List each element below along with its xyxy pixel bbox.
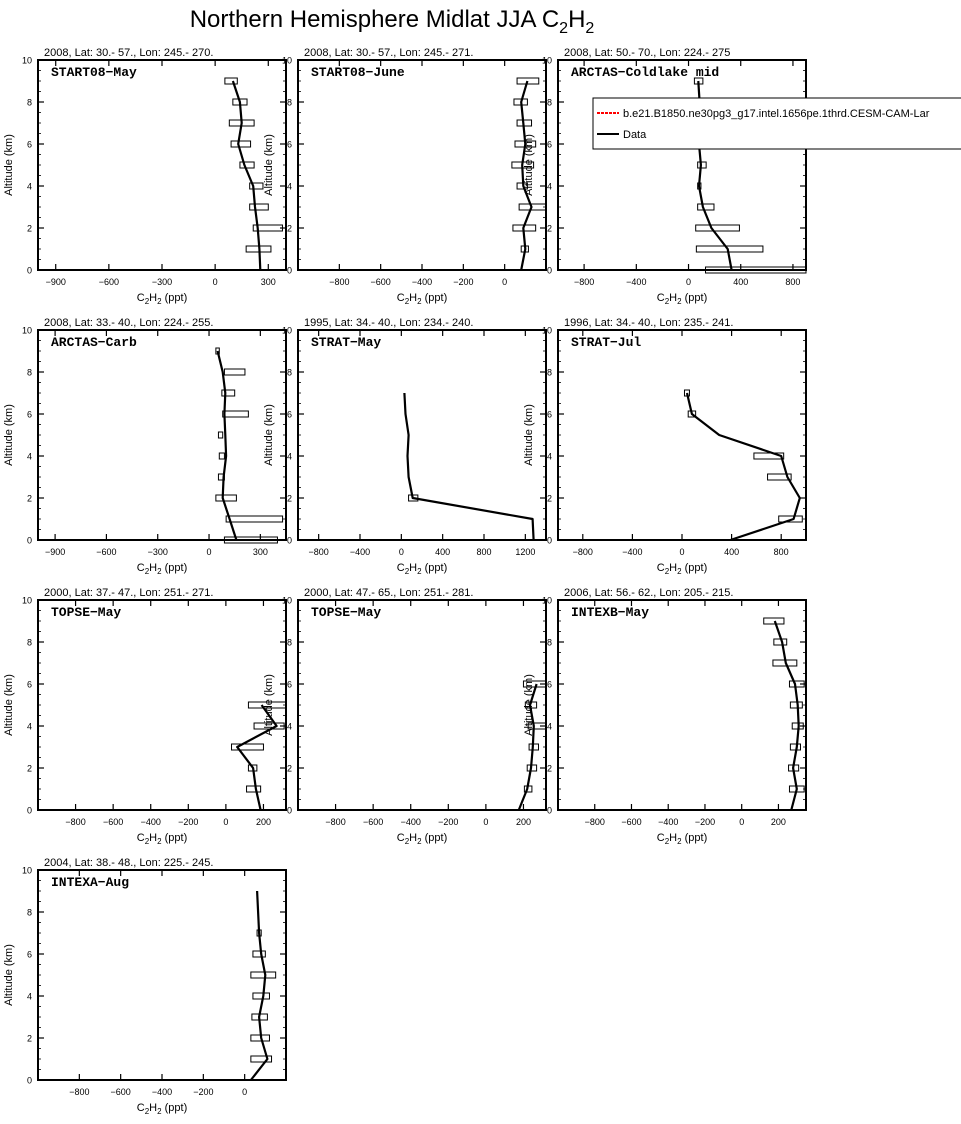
y-tick-label: 10: [21, 865, 32, 876]
data-series-line: [251, 891, 268, 1080]
x-tick-label: 800: [773, 547, 789, 557]
y-tick-label: 2: [26, 763, 32, 774]
x-tick-label: −800: [572, 547, 593, 557]
y-tick-label: 0: [26, 1075, 32, 1086]
panel-1: [3, 47, 286, 306]
x-tick-label: 200: [255, 817, 271, 827]
panel-9: [523, 587, 806, 846]
x-tick-label: −400: [626, 277, 647, 287]
x-axis-label: $C_2H_2$ (ppt): [656, 292, 708, 306]
panel-info: 1995, Lat: 34.- 40., Lon: 234.- 240.: [304, 317, 474, 329]
panel-info: 2004, Lat: 38.- 48., Lon: 225.- 245.: [44, 857, 214, 869]
y-tick-label: 10: [281, 55, 292, 66]
error-box: [240, 162, 254, 168]
legend-model-label: b.e21.B1850.ne30pg3_g17.intel.1656pe.1thrd.CESM-CAM-Lar: [623, 108, 930, 120]
error-box: [216, 495, 237, 501]
x-axis-label: $C_2H_2$ (ppt): [136, 1102, 188, 1116]
x-tick-label: 400: [733, 277, 749, 287]
y-tick-label: 2: [286, 763, 292, 774]
x-tick-label: −300: [147, 547, 168, 557]
x-tick-label: −800: [325, 817, 346, 827]
figure-title: Northern Hemisphere Midlat JJA $C_2H_2$: [189, 6, 595, 37]
y-axis-label: Altitude (km): [3, 134, 15, 196]
x-tick-label: 1200: [515, 547, 536, 557]
error-box: [253, 951, 265, 957]
legend-data-label: Data: [623, 129, 647, 141]
campaign-label: TOPSE−May: [51, 605, 122, 620]
x-tick-label: 0: [242, 1087, 248, 1097]
panel-10: [3, 857, 286, 1116]
panel-2: [260, 47, 546, 306]
y-tick-label: 4: [546, 451, 552, 462]
plot-frame: [38, 330, 286, 540]
y-tick-label: 6: [26, 409, 32, 420]
y-tick-label: 0: [546, 805, 552, 816]
y-tick-label: 6: [286, 139, 292, 150]
plot-frame: [298, 600, 546, 810]
data-series-line: [775, 621, 799, 810]
data-series-line: [218, 351, 237, 540]
y-tick-label: 8: [26, 637, 32, 648]
error-box: [250, 204, 269, 210]
legend: [593, 98, 961, 149]
x-tick-label: −200: [453, 277, 474, 287]
y-tick-label: 8: [546, 367, 552, 378]
y-tick-label: 6: [546, 139, 552, 150]
x-tick-label: −800: [573, 277, 595, 287]
x-tick-label: 0: [206, 547, 212, 557]
x-tick-label: 0: [398, 547, 404, 557]
y-tick-label: 6: [26, 679, 32, 690]
x-tick-label: −400: [151, 1087, 173, 1097]
campaign-label: ARCTAS−Carb: [51, 335, 137, 350]
y-tick-label: 10: [541, 595, 552, 606]
error-box: [253, 993, 270, 999]
x-tick-label: −800: [308, 547, 329, 557]
campaign-label: INTEXA−Aug: [51, 875, 130, 890]
x-tick-label: −600: [103, 817, 124, 827]
x-axis-label: $C_2H_2$ (ppt): [656, 832, 708, 846]
campaign-label: INTEXB−May: [571, 605, 650, 620]
x-tick-label: −800: [65, 817, 86, 827]
y-tick-label: 10: [281, 325, 292, 336]
error-box: [247, 786, 261, 792]
y-tick-label: 4: [286, 181, 292, 192]
panel-4: [3, 317, 286, 576]
x-axis-label: $C_2H_2$ (ppt): [136, 832, 188, 846]
y-tick-label: 0: [26, 535, 32, 546]
panel-info: 2000, Lat: 37.- 47., Lon: 251.- 271.: [44, 587, 214, 599]
y-tick-label: 8: [546, 97, 552, 108]
x-tick-label: −800: [329, 277, 350, 287]
error-box: [764, 618, 784, 624]
y-tick-label: 6: [546, 409, 552, 420]
y-tick-label: 2: [546, 763, 552, 774]
x-tick-label: −400: [411, 277, 433, 287]
error-box: [219, 453, 224, 459]
x-tick-label: −400: [658, 817, 679, 827]
y-tick-label: 8: [286, 367, 292, 378]
data-series-line: [404, 393, 533, 540]
y-tick-label: 10: [541, 325, 552, 336]
y-tick-label: 2: [26, 1033, 32, 1044]
x-tick-label: 300: [260, 277, 276, 287]
x-tick-label: 0: [483, 817, 489, 827]
campaign-label: START08−May: [51, 65, 137, 80]
y-tick-label: 2: [546, 223, 552, 234]
plot-frame: [298, 330, 546, 540]
x-tick-label: 200: [770, 817, 786, 827]
y-tick-label: 8: [26, 907, 32, 918]
x-tick-label: 800: [476, 547, 492, 557]
x-tick-label: 300: [252, 547, 268, 557]
y-tick-label: 2: [546, 493, 552, 504]
panel-info: 2008, Lat: 33.- 40., Lon: 224.- 255.: [44, 317, 214, 329]
x-tick-label: −600: [363, 817, 384, 827]
y-tick-label: 6: [286, 679, 292, 690]
panel-info: 2008, Lat: 30.- 57., Lon: 245.- 270.: [44, 47, 214, 59]
y-tick-label: 2: [26, 223, 32, 234]
y-tick-label: 0: [286, 805, 292, 816]
y-axis-label: Altitude (km): [523, 134, 535, 196]
x-tick-label: −600: [370, 277, 391, 287]
y-tick-label: 0: [26, 805, 32, 816]
error-box: [225, 78, 237, 84]
x-tick-label: −900: [44, 547, 66, 557]
x-tick-label: −400: [349, 547, 371, 557]
error-box: [222, 390, 235, 396]
y-tick-label: 0: [26, 265, 32, 276]
y-tick-label: 4: [546, 181, 552, 192]
campaign-label: STRAT−May: [311, 335, 382, 350]
y-tick-label: 4: [546, 721, 552, 732]
y-tick-label: 2: [286, 493, 292, 504]
panel-info: 2008, Lat: 50.- 70., Lon: 224.- 275: [564, 47, 731, 59]
x-tick-label: 0: [739, 817, 745, 827]
panel-6: [523, 317, 806, 576]
y-tick-label: 4: [26, 181, 32, 192]
x-tick-label: −200: [193, 1087, 214, 1097]
x-tick-label: −400: [622, 547, 643, 557]
panel-grid: [3, 47, 961, 1116]
campaign-label: TOPSE−May: [311, 605, 382, 620]
x-axis-label: $C_2H_2$ (ppt): [136, 292, 188, 306]
campaign-label: START08−June: [311, 65, 405, 80]
y-axis-label: Altitude (km): [263, 674, 275, 736]
error-box: [226, 516, 282, 522]
y-axis-label: Altitude (km): [3, 404, 15, 466]
y-axis-label: Altitude (km): [3, 674, 15, 736]
x-tick-label: −600: [96, 547, 117, 557]
data-series-line: [233, 81, 260, 270]
plot-frame: [38, 60, 286, 270]
y-tick-label: 4: [286, 721, 292, 732]
x-tick-label: −900: [45, 277, 66, 287]
y-tick-label: 8: [286, 637, 292, 648]
error-box: [251, 972, 276, 978]
x-tick-label: 0: [679, 547, 685, 557]
error-box: [696, 246, 763, 252]
x-axis-label: $C_2H_2$ (ppt): [396, 292, 448, 306]
x-tick-label: 800: [785, 277, 801, 287]
x-axis-label: $C_2H_2$ (ppt): [396, 832, 448, 846]
y-axis-label: Altitude (km): [263, 404, 275, 466]
y-tick-label: 2: [286, 223, 292, 234]
y-tick-label: 10: [281, 595, 292, 606]
panel-info: 2008, Lat: 30.- 57., Lon: 245.- 271.: [304, 47, 474, 59]
plot-frame: [298, 60, 546, 270]
y-tick-label: 4: [286, 451, 292, 462]
panel-info: 2006, Lat: 56.- 62., Lon: 205.- 215.: [564, 587, 734, 599]
error-box: [224, 369, 245, 375]
x-axis-label: $C_2H_2$ (ppt): [656, 562, 708, 576]
x-tick-label: −800: [69, 1087, 90, 1097]
campaign-label: STRAT−Jul: [571, 335, 642, 350]
x-tick-label: −800: [584, 817, 605, 827]
x-tick-label: 0: [223, 817, 229, 827]
panel-info: 1996, Lat: 34.- 40., Lon: 235.- 241.: [564, 317, 734, 329]
y-tick-label: 0: [546, 265, 552, 276]
campaign-label: ARCTAS−Coldlake mid: [571, 65, 720, 80]
x-tick-label: −400: [140, 817, 161, 827]
x-tick-label: 0: [212, 277, 218, 287]
x-tick-label: 0: [502, 277, 508, 287]
panel-8: [263, 587, 546, 846]
y-tick-label: 8: [26, 367, 32, 378]
error-box: [218, 432, 222, 438]
x-tick-label: −600: [98, 277, 119, 287]
y-tick-label: 10: [21, 55, 32, 66]
y-tick-label: 6: [286, 409, 292, 420]
y-tick-label: 0: [286, 265, 292, 276]
y-tick-label: 8: [26, 97, 32, 108]
x-tick-label: 400: [724, 547, 740, 557]
x-tick-label: −600: [621, 817, 642, 827]
y-tick-label: 6: [26, 139, 32, 150]
error-box: [223, 411, 249, 417]
plot-frame: [558, 330, 806, 540]
y-axis-label: Altitude (km): [523, 404, 535, 466]
plot-frame: [558, 600, 806, 810]
y-tick-label: 8: [286, 97, 292, 108]
panel-5: [263, 317, 546, 576]
error-box: [698, 204, 714, 210]
panel-info: 2000, Lat: 47.- 65., Lon: 251.- 281.: [304, 587, 474, 599]
x-tick-label: −400: [400, 817, 421, 827]
x-tick-label: −300: [151, 277, 173, 287]
panel-3: [523, 47, 961, 306]
x-tick-label: 0: [686, 277, 692, 287]
y-tick-label: 6: [26, 949, 32, 960]
y-tick-label: 2: [26, 493, 32, 504]
x-axis-label: $C_2H_2$ (ppt): [136, 562, 188, 576]
x-tick-label: −200: [178, 817, 199, 827]
legend-box: [593, 98, 961, 149]
y-tick-label: 10: [541, 55, 552, 66]
plot-frame: [38, 870, 286, 1080]
x-tick-label: −200: [694, 817, 716, 827]
y-tick-label: 0: [286, 535, 292, 546]
y-axis-label: Altitude (km): [3, 944, 15, 1006]
x-axis-label: $C_2H_2$ (ppt): [396, 562, 448, 576]
panel-7: [3, 587, 286, 846]
y-tick-label: 4: [26, 991, 32, 1002]
plot-frame: [558, 60, 806, 270]
y-tick-label: 6: [546, 679, 552, 690]
x-tick-label: −600: [110, 1087, 131, 1097]
y-tick-label: 4: [26, 451, 32, 462]
y-axis-label: Altitude (km): [523, 674, 535, 736]
error-box: [231, 141, 250, 147]
y-axis-label: Altitude (km): [263, 134, 275, 196]
y-tick-label: 4: [26, 721, 32, 732]
error-box: [696, 225, 740, 231]
y-tick-label: 8: [546, 637, 552, 648]
x-tick-label: 400: [435, 547, 451, 557]
x-tick-label: −200: [438, 817, 459, 827]
y-tick-label: 10: [21, 595, 32, 606]
y-tick-label: 10: [21, 325, 32, 336]
y-tick-label: 0: [546, 535, 552, 546]
x-tick-label: 200: [515, 817, 531, 827]
data-series-line: [687, 393, 800, 540]
